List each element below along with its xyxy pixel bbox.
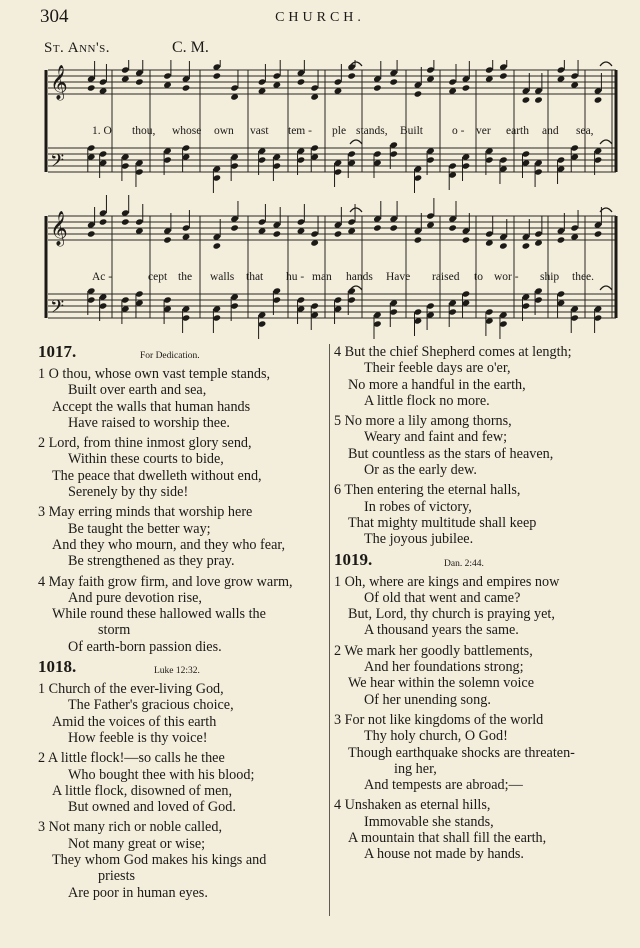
lyric-syllable: wor - [494, 271, 519, 283]
hymn-line: The peace that dwelleth without end, [52, 467, 262, 484]
hymn-line: 1 O thou, whose own vast temple stands, [38, 366, 271, 382]
lyric-syllable: the [178, 271, 193, 283]
hymn-line: While round these hallowed walls the [52, 606, 266, 623]
stanza [334, 643, 634, 708]
hymn-number: 1018. [38, 657, 77, 677]
hymn-line: 2 A little flock!—so calls he thee [38, 750, 225, 767]
note-head [121, 218, 130, 225]
note-head [373, 84, 382, 91]
hymn-line: A house not made by hands. [364, 846, 524, 863]
note-head [462, 236, 471, 243]
note-head [373, 224, 382, 231]
hymn-line: Have raised to worship thee. [68, 414, 230, 431]
hymn-1018-continued [334, 344, 634, 548]
lyric-syllable: Built [400, 125, 424, 137]
music-score [40, 60, 625, 340]
lyric-syllable: ver [476, 125, 491, 137]
stanza [334, 712, 634, 793]
hymn-line: In robes of victory, [364, 498, 472, 515]
note-head [334, 230, 343, 237]
score-svg [40, 60, 625, 340]
hymn-line: Be taught the better way; [68, 520, 211, 537]
lyric-syllable: own [214, 125, 234, 137]
stanza [334, 413, 634, 478]
note-head [87, 84, 96, 91]
note-head [347, 72, 356, 79]
fermata-icon [600, 140, 612, 144]
hymn-line: A little flock no more. [364, 392, 490, 409]
lyric-syllable: thou, [132, 125, 156, 137]
stanza [334, 797, 634, 862]
note-head [163, 236, 172, 243]
note-head [389, 224, 398, 231]
hymn-line: But countless as the stars of heaven, [348, 445, 554, 462]
hymn-line: 1 Church of the ever-living God, [38, 681, 224, 698]
hymn-line: Their feeble days are o'er, [364, 360, 511, 377]
fermata-icon [350, 140, 362, 144]
hymn-line: storm [98, 622, 131, 639]
note-head [135, 78, 144, 85]
hymn-line: A mountain that shall fill the earth, [348, 830, 547, 847]
stanza [38, 366, 326, 431]
treble-clef-icon: 𝄞 [50, 65, 68, 100]
note-head [273, 230, 282, 237]
stanza [38, 681, 326, 746]
treble-clef-icon: 𝄞 [50, 211, 68, 246]
hymn-line: No more a handful in the earth, [348, 376, 526, 393]
note-head [213, 72, 222, 79]
note-head [557, 236, 566, 243]
stanza [334, 344, 634, 409]
hymn-line: 5 No more a lily among thorns, [334, 413, 512, 430]
hymn-1018-header [38, 659, 326, 681]
hymn-line: And her foundations strong; [364, 659, 524, 676]
fermata-icon [600, 62, 612, 66]
note-head [522, 242, 531, 249]
hymn-line: And tempests are abroad;— [364, 777, 523, 794]
hymn-line: Immovable she stands, [364, 813, 494, 830]
hymn-line: Are poor in human eyes. [68, 884, 208, 901]
running-title: CHURCH. [275, 10, 365, 25]
lyric-syllable: Have [386, 271, 411, 283]
note-head [87, 230, 96, 237]
fermata-icon [600, 286, 612, 290]
hymn-line: Thy holy church, O God! [364, 728, 508, 745]
hymn-line: 2 Lord, from thine inmost glory send, [38, 435, 252, 452]
hymn-line: Within these courts to bide, [68, 451, 224, 468]
hymn-note: Dan. 2:44. [444, 558, 484, 569]
stanza [38, 504, 326, 569]
stanza [334, 574, 634, 639]
note-head [414, 90, 423, 97]
hymn-line: They whom God makes his kings and [52, 852, 267, 869]
note-head [230, 224, 239, 231]
hymn-1017-header [38, 344, 326, 366]
hymn-line: 4 But the chief Shepherd comes at length; [334, 344, 572, 360]
hymn-line: We hear within the solemn voice [348, 675, 534, 692]
lyric-syllable: sea, [576, 125, 594, 137]
hymn-line: And pure devotion rise, [68, 589, 202, 606]
note-head [448, 224, 457, 231]
hymn-line: Accept the walls that human hands [52, 398, 251, 415]
hymn-line: Amid the voices of this earth [52, 713, 217, 730]
hymn-line: A thousand years the same. [364, 622, 519, 639]
note-head [182, 84, 191, 91]
hymn-line: Not many great or wise; [68, 835, 206, 852]
lyric-syllable: o - [452, 125, 465, 137]
stanza [38, 435, 326, 500]
note-head [594, 96, 603, 103]
hymn-number: 1019. [334, 549, 373, 569]
hymn-line: Serenely by thy side! [68, 484, 189, 501]
lyric-syllable: thee. [572, 271, 595, 283]
note-head [389, 78, 398, 85]
lyric-syllable: vast [250, 125, 269, 137]
note-head [297, 78, 306, 85]
hymn-line: But, Lord, thy church is praying yet, [348, 606, 555, 623]
lyric-syllable: raised [432, 271, 460, 283]
hymn-1017-text [38, 366, 326, 655]
hymn-line: ing her, [394, 760, 437, 777]
hymn-line: priests [98, 868, 136, 885]
bass-clef-icon: 𝄢 [50, 151, 65, 176]
note-head [522, 96, 531, 103]
lyric-syllable: stands, [356, 125, 388, 137]
hymn-line: 3 For not like kingdoms of the world [334, 711, 544, 728]
stanza [38, 750, 326, 815]
lyric-syllable: to [474, 271, 483, 283]
hymn-line: That mighty multitude shall keep [348, 514, 537, 531]
hymn-line: The joyous jubilee. [364, 531, 474, 548]
page-header [0, 6, 640, 36]
note-head [594, 230, 603, 237]
note-head [499, 72, 508, 79]
hymn-line: Be strengthened as they pray. [68, 553, 235, 570]
stanza [334, 482, 634, 547]
lyric-syllable: tem - [288, 125, 312, 137]
bass-clef-icon: 𝄢 [50, 297, 65, 322]
hymn-line: And they who mourn, and they who fear, [52, 536, 286, 553]
lyric-syllable: and [542, 125, 559, 137]
hymn-line: Or as the early dew. [364, 462, 477, 479]
hymn-line: 4 Unshaken as eternal hills, [334, 797, 491, 814]
left-column [38, 344, 326, 905]
note-head [213, 242, 222, 249]
hymn-line: 1 Oh, where are kings and empires now [334, 573, 560, 590]
hymn-number: 1017. [38, 342, 77, 361]
hymn-line: Who bought thee with his blood; [68, 766, 255, 783]
lyric-syllable: hu - [286, 271, 305, 283]
lyric-syllable: Ac - [92, 271, 113, 283]
tune-meter: C. M. [172, 39, 209, 56]
hymn-note: Luke 12:32. [154, 666, 200, 677]
hymn-line: Though earthquake shocks are threaten- [348, 744, 575, 761]
column-divider [329, 344, 330, 916]
note-head [99, 218, 108, 225]
hymn-line: Of her unending song. [364, 691, 491, 708]
hymn-line: But owned and loved of God. [68, 799, 236, 816]
lyric-syllable: ship [540, 271, 560, 283]
note-head [499, 242, 508, 249]
hymn-line: Of old that went and came? [364, 589, 521, 606]
lyric-syllable: earth [506, 125, 529, 137]
lyric-syllable: hands [346, 271, 373, 283]
stanza [38, 574, 326, 655]
lyric-syllable: that [246, 271, 264, 283]
page-number: 304 [40, 6, 69, 27]
note-head [414, 236, 423, 243]
note-head [462, 84, 471, 91]
lyric-syllable: walls [210, 271, 235, 283]
lyric-syllable: cept [148, 271, 168, 283]
hymn-line: 6 Then entering the eternal halls, [334, 482, 521, 499]
hymn-1019-text [334, 574, 634, 863]
hymn-line: How feeble is thy voice! [68, 729, 208, 746]
hymn-line: Of earth-born passion dies. [68, 638, 222, 655]
hymn-1019-header [334, 549, 634, 574]
note-head [534, 96, 543, 103]
right-column [334, 344, 634, 867]
hymn-1018-text [38, 681, 326, 901]
fermata-icon [350, 208, 362, 212]
hymn-line: 4 May faith grow firm, and love grow warm, [38, 573, 293, 590]
lyric-syllable: ple [332, 125, 347, 137]
hymn-line: 3 Not many rich or noble called, [38, 819, 222, 836]
hymn-line: The Father's gracious choice, [68, 697, 234, 714]
hymn-line: Built over earth and sea, [68, 382, 207, 399]
hymn-line: A little flock, disowned of men, [52, 782, 233, 799]
hymn-line: 2 We mark her goodly battlements, [334, 642, 533, 659]
lyric-syllable: whose [172, 125, 202, 137]
hymn-note: For Dedication. [140, 351, 200, 361]
lyric-syllable: man [312, 271, 332, 283]
hymn-line: Weary and faint and few; [364, 429, 508, 446]
tune-name: St. Ann's. [44, 40, 111, 56]
stanza [38, 819, 326, 900]
hymn-line: 3 May erring minds that worship here [38, 504, 253, 521]
lyric-syllable: 1. O [92, 125, 112, 137]
